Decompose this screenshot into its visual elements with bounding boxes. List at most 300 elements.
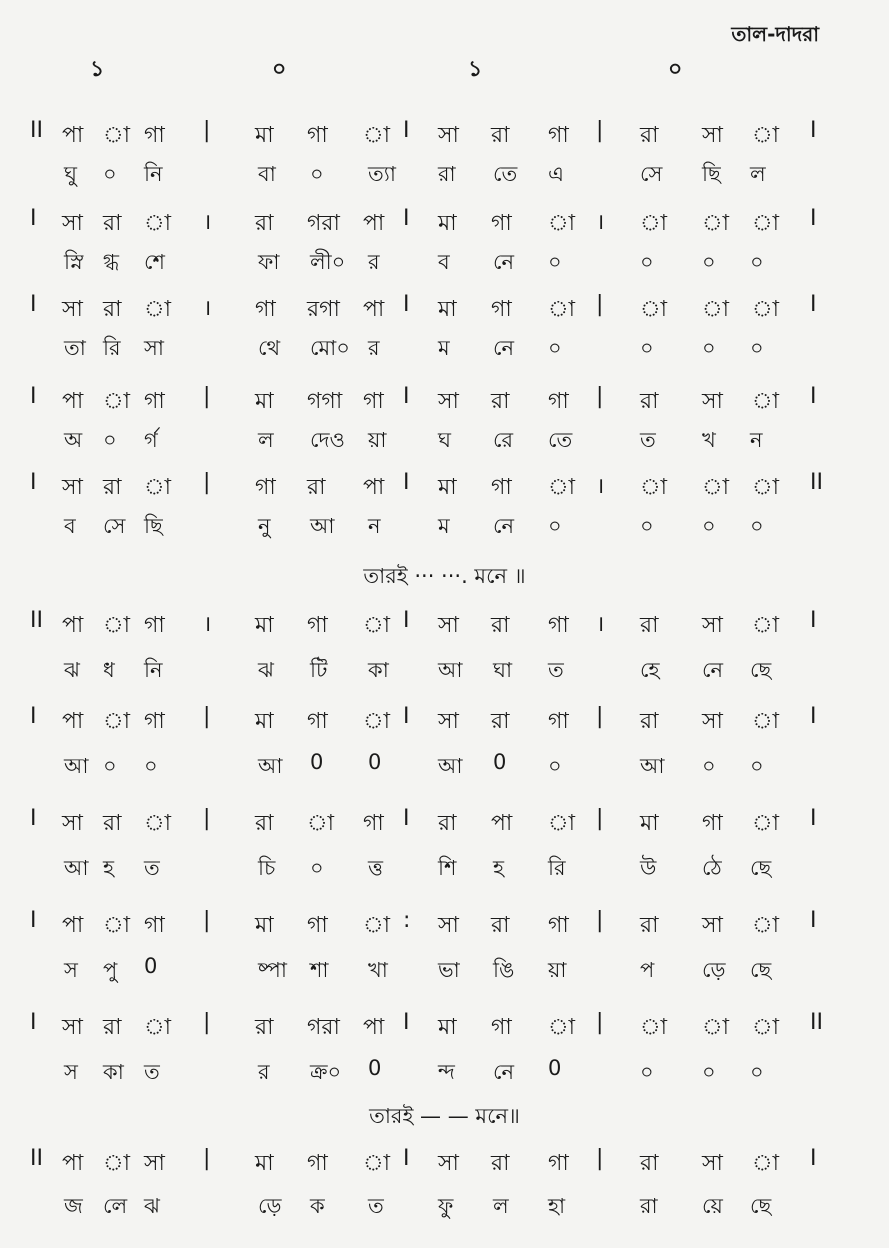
lyric-cell: ত্যা xyxy=(368,162,396,186)
swara-cell: পা xyxy=(62,913,84,938)
swara-cell: রা xyxy=(640,1151,659,1176)
lyric-cell: য়া xyxy=(548,958,567,982)
lyric-cell: ড়ে xyxy=(702,958,726,982)
lyric-cell: আ xyxy=(640,754,665,778)
lyric-cell: ক xyxy=(310,1194,325,1218)
lyric-cell: র xyxy=(258,1060,270,1084)
lyric-cell: র xyxy=(368,250,380,274)
swara-row xyxy=(0,206,889,242)
swara-cell: রা xyxy=(640,913,659,938)
swara-row xyxy=(0,292,889,328)
lyric-cell: পু xyxy=(103,958,118,982)
lyric-cell: ঝ xyxy=(144,1194,160,1218)
swara-cell: গা xyxy=(307,913,328,938)
swara-cell: II xyxy=(30,1146,43,1171)
swara-cell: I xyxy=(810,704,817,729)
swara-cell: রা xyxy=(255,211,274,236)
swara-cell: া xyxy=(752,297,779,322)
swara-cell: া xyxy=(144,1015,171,1040)
lyric-cell: ষ্পা xyxy=(258,958,287,982)
lyric-cell: ০ xyxy=(750,1060,764,1084)
swara-cell: পা xyxy=(363,475,385,500)
lyric-cell: য়া xyxy=(368,428,387,452)
lyric-cell: 0 xyxy=(368,750,382,774)
swara-cell: | xyxy=(596,1010,604,1035)
swara-cell: গা xyxy=(548,1151,569,1176)
lyric-row xyxy=(0,510,889,546)
swara-cell: া xyxy=(752,1151,779,1176)
swara-cell: া xyxy=(548,811,575,836)
lyric-cell: নু xyxy=(258,514,271,538)
swara-cell: রা xyxy=(640,613,659,638)
swara-cell: গা xyxy=(307,613,328,638)
swara-cell: সা xyxy=(438,709,459,734)
swara-cell: গগা xyxy=(307,389,343,414)
swara-cell: া xyxy=(307,811,334,836)
lyric-cell: সে xyxy=(103,514,126,538)
swara-cell: া xyxy=(702,1015,729,1040)
swara-cell: I xyxy=(30,1010,37,1035)
swara-cell: । xyxy=(596,210,605,235)
lyric-cell: আ xyxy=(258,754,283,778)
swara-cell: া xyxy=(363,709,390,734)
lyric-cell: 0 xyxy=(144,954,158,978)
lyric-cell: ব xyxy=(438,250,450,274)
swara-cell: সা xyxy=(702,1151,723,1176)
lyric-cell: ০ xyxy=(144,754,158,778)
swara-cell: া xyxy=(640,475,667,500)
swara-cell: রা xyxy=(491,709,510,734)
beat-mark: ০ xyxy=(272,57,287,82)
lyric-cell: 0 xyxy=(548,1056,562,1080)
swara-cell: I xyxy=(403,806,410,831)
swara-cell: | xyxy=(596,908,604,933)
swara-cell: গা xyxy=(491,297,512,322)
refrain-line: তারই ··· ···. মনে ॥ xyxy=(363,564,526,588)
swara-cell: I xyxy=(30,806,37,831)
lyric-cell: খা xyxy=(368,958,388,982)
swara-cell: পা xyxy=(363,211,385,236)
lyric-cell: ত xyxy=(368,1194,384,1218)
lyric-cell: হ xyxy=(493,856,505,880)
swara-cell: সা xyxy=(438,913,459,938)
swara-cell: া xyxy=(363,1151,390,1176)
swara-cell: গা xyxy=(548,389,569,414)
swara-cell: পা xyxy=(363,1015,385,1040)
swara-cell: া xyxy=(144,475,171,500)
swara-cell: া xyxy=(702,475,729,500)
swara-cell: মা xyxy=(438,297,457,322)
swara-cell: া xyxy=(640,1015,667,1040)
lyric-cell: আ xyxy=(310,514,335,538)
lyric-cell: ০ xyxy=(750,336,764,360)
lyric-cell: তা xyxy=(64,336,86,360)
lyric-cell: কা xyxy=(368,658,389,682)
swara-cell: গা xyxy=(363,811,384,836)
swara-cell: পা xyxy=(62,709,84,734)
swara-cell: I xyxy=(810,292,817,317)
lyric-cell: ০ xyxy=(640,336,654,360)
swara-cell: I xyxy=(403,608,410,633)
swara-cell: সা xyxy=(438,613,459,638)
swara-cell: I xyxy=(810,908,817,933)
swara-cell: গা xyxy=(144,613,165,638)
swara-cell: I xyxy=(810,608,817,633)
swara-cell: মা xyxy=(255,913,274,938)
lyric-cell: শা xyxy=(310,958,329,982)
swara-cell: রা xyxy=(103,475,122,500)
lyric-cell: এ xyxy=(548,162,564,186)
lyric-row xyxy=(0,1056,889,1092)
swara-cell: গা xyxy=(144,913,165,938)
lyric-cell: স্নি xyxy=(64,250,84,274)
swara-cell: গা xyxy=(548,613,569,638)
swara-cell: : xyxy=(403,908,411,933)
swara-cell: । xyxy=(203,210,212,235)
swara-row xyxy=(0,908,889,944)
lyric-cell: ল xyxy=(750,162,766,186)
swara-cell: গরা xyxy=(307,211,340,236)
lyric-cell: ধ xyxy=(103,658,115,682)
lyric-cell: অ xyxy=(64,428,83,452)
lyric-cell: ছে xyxy=(750,1194,772,1218)
lyric-cell: দেও xyxy=(310,428,346,452)
swara-cell: গা xyxy=(548,709,569,734)
lyric-cell: ম xyxy=(438,336,450,360)
lyric-cell: হ xyxy=(103,856,115,880)
swara-cell: সা xyxy=(702,913,723,938)
swara-cell: | xyxy=(596,1146,604,1171)
swara-cell: া xyxy=(640,211,667,236)
swara-cell: গা xyxy=(548,913,569,938)
lyric-cell: 0 xyxy=(310,750,324,774)
lyric-cell: সা xyxy=(144,336,164,360)
lyric-row xyxy=(0,424,889,460)
swara-cell: া xyxy=(752,613,779,638)
swara-cell: মা xyxy=(255,1151,274,1176)
lyric-cell: স xyxy=(64,1060,78,1084)
swara-cell: গা xyxy=(307,123,328,148)
swara-cell: I xyxy=(403,292,410,317)
lyric-cell: ল xyxy=(258,428,274,452)
lyric-cell: সে xyxy=(640,162,663,186)
lyric-cell: চি xyxy=(258,856,276,880)
lyric-cell: তে xyxy=(493,162,518,186)
swara-cell: I xyxy=(810,206,817,231)
swara-cell: া xyxy=(702,211,729,236)
swara-cell: া xyxy=(103,709,130,734)
swara-cell: পা xyxy=(62,389,84,414)
swara-cell: সা xyxy=(62,211,83,236)
lyric-row xyxy=(0,750,889,786)
lyric-cell: প xyxy=(640,958,655,982)
swara-cell: | xyxy=(203,806,211,831)
swara-cell: গা xyxy=(144,123,165,148)
lyric-cell: ঝ xyxy=(258,658,274,682)
lyric-cell: ত xyxy=(144,1060,160,1084)
lyric-cell: র্গ xyxy=(144,428,158,452)
swara-cell: া xyxy=(103,613,130,638)
lyric-cell: ঘ xyxy=(438,428,451,452)
lyric-row xyxy=(0,654,889,690)
swara-cell: গা xyxy=(307,1151,328,1176)
swara-cell: গরা xyxy=(307,1015,340,1040)
swara-row xyxy=(0,470,889,506)
lyric-cell: থে xyxy=(258,336,281,360)
swara-cell: া xyxy=(752,913,779,938)
refrain-line: তারই — — মনে॥ xyxy=(369,1104,520,1128)
lyric-cell: শে xyxy=(144,250,165,274)
swara-cell: রা xyxy=(491,613,510,638)
swara-cell: া xyxy=(363,913,390,938)
swara-cell: রা xyxy=(491,123,510,148)
swara-cell: । xyxy=(596,474,605,499)
swara-cell: রা xyxy=(255,811,274,836)
swara-cell: রা xyxy=(103,1015,122,1040)
swara-cell: সা xyxy=(62,1015,83,1040)
swara-cell: া xyxy=(548,297,575,322)
lyric-cell: য়ে xyxy=(702,1194,723,1218)
swara-row xyxy=(0,1146,889,1182)
swara-cell: | xyxy=(203,908,211,933)
swara-cell: া xyxy=(103,389,130,414)
lyric-cell: নে xyxy=(493,250,515,274)
swara-cell: সা xyxy=(438,1151,459,1176)
lyric-cell: ন xyxy=(750,428,763,452)
swara-cell: সা xyxy=(702,123,723,148)
swara-cell: মা xyxy=(255,123,274,148)
swara-cell: । xyxy=(203,612,212,637)
swara-cell: পা xyxy=(62,613,84,638)
lyric-cell: কা xyxy=(103,1060,124,1084)
swara-cell: গা xyxy=(255,475,276,500)
lyric-cell: ল xyxy=(493,1194,509,1218)
lyric-cell: ০ xyxy=(103,754,117,778)
swara-cell: | xyxy=(203,1146,211,1171)
lyric-cell: ০ xyxy=(702,514,716,538)
swara-cell: গা xyxy=(144,389,165,414)
beat-mark: ০ xyxy=(668,57,683,82)
lyric-cell: ০ xyxy=(702,250,716,274)
swara-cell: পা xyxy=(62,123,84,148)
lyric-cell: ঘা xyxy=(493,658,513,682)
lyric-cell: ভা xyxy=(438,958,460,982)
lyric-cell: ঠে xyxy=(702,856,722,880)
lyric-row xyxy=(0,332,889,368)
lyric-cell: ত xyxy=(640,428,656,452)
swara-cell: I xyxy=(30,908,37,933)
lyric-cell: রা xyxy=(640,1194,658,1218)
swara-cell: সা xyxy=(702,389,723,414)
swara-cell: I xyxy=(30,470,37,495)
lyric-cell: নি xyxy=(144,658,163,682)
swara-cell: I xyxy=(403,470,410,495)
lyric-cell: লে xyxy=(103,1194,128,1218)
lyric-cell: ০ xyxy=(640,514,654,538)
lyric-cell: 0 xyxy=(493,750,507,774)
swara-row xyxy=(0,1010,889,1046)
swara-row xyxy=(0,118,889,154)
lyric-cell: ০ xyxy=(310,856,324,880)
swara-cell: সা xyxy=(62,811,83,836)
swara-cell: | xyxy=(203,704,211,729)
swara-cell: া xyxy=(103,913,130,938)
swara-cell: া xyxy=(144,211,171,236)
swara-cell: । xyxy=(203,296,212,321)
lyric-cell: ছে xyxy=(750,856,772,880)
lyric-cell: ০ xyxy=(103,162,117,186)
lyric-row xyxy=(0,852,889,888)
swara-cell: I xyxy=(30,704,37,729)
swara-cell: II xyxy=(30,608,43,633)
lyric-cell: মো০ xyxy=(310,336,350,360)
swara-cell: | xyxy=(596,806,604,831)
lyric-cell: ০ xyxy=(640,250,654,274)
swara-row xyxy=(0,806,889,842)
lyric-cell: ০ xyxy=(702,1060,716,1084)
swara-cell: া xyxy=(752,709,779,734)
swara-cell: সা xyxy=(702,613,723,638)
swara-cell: I xyxy=(30,292,37,317)
swara-cell: গা xyxy=(491,211,512,236)
swara-cell: সা xyxy=(438,389,459,414)
lyric-cell: 0 xyxy=(368,1056,382,1080)
swara-cell: রা xyxy=(103,297,122,322)
lyric-cell: ০ xyxy=(548,250,562,274)
swara-cell: া xyxy=(640,297,667,322)
lyric-cell: ন্দ xyxy=(438,1060,455,1084)
swara-cell: রা xyxy=(438,811,457,836)
swara-cell: পা xyxy=(491,811,513,836)
swara-cell: া xyxy=(548,1015,575,1040)
swara-cell: া xyxy=(752,811,779,836)
swara-cell: II xyxy=(810,1010,823,1035)
lyric-row xyxy=(0,246,889,282)
lyric-cell: টি xyxy=(310,658,328,682)
lyric-cell: আ xyxy=(64,856,89,880)
lyric-cell: ম xyxy=(438,514,450,538)
swara-row xyxy=(0,704,889,740)
swara-cell: রা xyxy=(640,389,659,414)
swara-cell: পা xyxy=(62,1151,84,1176)
swara-cell: I xyxy=(810,384,817,409)
lyric-row xyxy=(0,954,889,990)
swara-cell: I xyxy=(30,384,37,409)
swara-cell: | xyxy=(596,292,604,317)
swara-cell: গা xyxy=(702,811,723,836)
swara-cell: মা xyxy=(255,389,274,414)
lyric-cell: ত xyxy=(548,658,564,682)
swara-cell: মা xyxy=(255,709,274,734)
swara-cell: I xyxy=(403,704,410,729)
lyric-cell: ০ xyxy=(548,754,562,778)
swara-cell: | xyxy=(596,384,604,409)
lyric-cell: ফা xyxy=(258,250,280,274)
lyric-cell: গ্ধ xyxy=(103,250,119,274)
swara-cell: মা xyxy=(438,475,457,500)
lyric-cell: ০ xyxy=(310,162,324,186)
swara-cell: | xyxy=(203,470,211,495)
swara-cell: I xyxy=(403,118,410,143)
lyric-cell: লী০ xyxy=(310,250,346,274)
lyric-cell: জ xyxy=(64,1194,83,1218)
swara-cell: I xyxy=(810,118,817,143)
swara-cell: | xyxy=(203,118,211,143)
swara-cell: গা xyxy=(491,475,512,500)
lyric-cell: নে xyxy=(493,1060,515,1084)
lyric-cell: হা xyxy=(548,1194,566,1218)
lyric-cell: নে xyxy=(702,658,724,682)
swara-cell: রা xyxy=(640,709,659,734)
swara-cell: I xyxy=(30,206,37,231)
swara-cell: া xyxy=(702,297,729,322)
swara-cell: | xyxy=(203,1010,211,1035)
swara-cell: সা xyxy=(144,1151,165,1176)
lyric-cell: খ xyxy=(702,428,716,452)
lyric-cell: বা xyxy=(258,162,276,186)
lyric-cell: ০ xyxy=(702,754,716,778)
swara-cell: সা xyxy=(438,123,459,148)
swara-cell: রা xyxy=(255,1015,274,1040)
lyric-cell: ত্ত xyxy=(368,856,384,880)
swara-cell: রা xyxy=(491,913,510,938)
lyric-cell: শি xyxy=(438,856,457,880)
beat-mark: ১ xyxy=(468,57,483,82)
lyric-cell: ০ xyxy=(103,428,117,452)
swara-row xyxy=(0,384,889,420)
lyric-cell: আ xyxy=(438,658,463,682)
lyric-cell: রা xyxy=(438,162,456,186)
lyric-cell: স xyxy=(64,958,78,982)
lyric-cell: তে xyxy=(548,428,573,452)
lyric-cell: নে xyxy=(493,336,515,360)
swara-cell: রা xyxy=(640,123,659,148)
swara-cell: গা xyxy=(255,297,276,322)
swara-cell: সা xyxy=(62,475,83,500)
lyric-cell: ঝ xyxy=(64,658,80,682)
swara-cell: গা xyxy=(548,123,569,148)
swara-cell: রা xyxy=(103,811,122,836)
lyric-cell: ছে xyxy=(750,658,772,682)
swara-cell: গা xyxy=(491,1015,512,1040)
swara-cell: া xyxy=(548,211,575,236)
taal-label: তাল-দাদরা xyxy=(731,22,819,46)
lyric-cell: ঘু xyxy=(64,162,77,186)
swara-cell: II xyxy=(810,470,823,495)
swara-cell: পা xyxy=(363,297,385,322)
lyric-cell: ক্র০ xyxy=(310,1060,342,1084)
lyric-cell: নে xyxy=(493,514,515,538)
lyric-cell: ০ xyxy=(750,754,764,778)
lyric-cell: ছি xyxy=(144,514,163,538)
swara-cell: I xyxy=(810,1146,817,1171)
swara-cell: I xyxy=(403,206,410,231)
swara-cell: । xyxy=(596,612,605,637)
swara-cell: I xyxy=(403,384,410,409)
swara-cell: া xyxy=(752,1015,779,1040)
swara-cell: I xyxy=(810,806,817,831)
swara-cell: া xyxy=(752,389,779,414)
swara-cell: া xyxy=(103,1151,130,1176)
swara-cell: সা xyxy=(702,709,723,734)
lyric-cell: ০ xyxy=(750,250,764,274)
lyric-cell: নি xyxy=(144,162,163,186)
lyric-cell: রি xyxy=(548,856,566,880)
swara-cell: | xyxy=(596,704,604,729)
lyric-cell: রে xyxy=(493,428,514,452)
lyric-cell: ছে xyxy=(750,958,772,982)
lyric-cell: ০ xyxy=(548,336,562,360)
